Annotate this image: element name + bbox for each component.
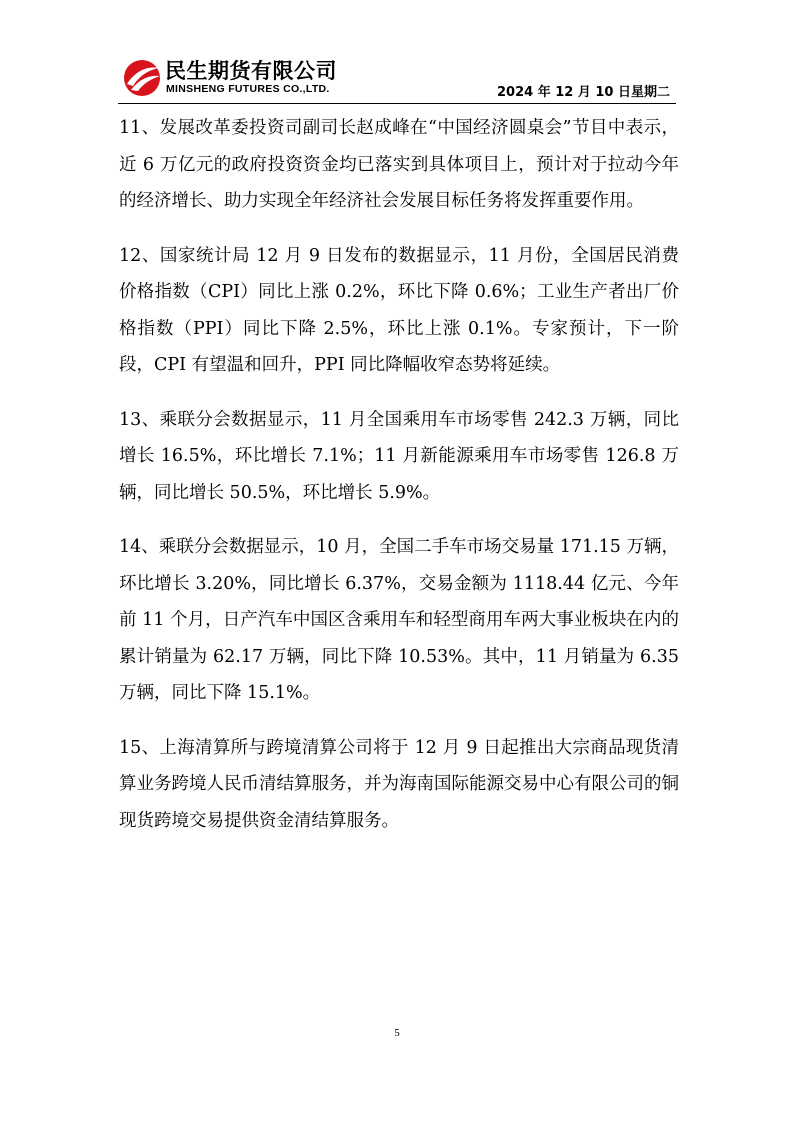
page-header bbox=[118, 52, 676, 104]
news-item-15: 15、上海清算所与跨境清算公司将于 12 月 9 日起推出大宗商品现货清算业务跨境人民币清结算服务，并为海南国际能源交易中心有限公司的铜现货跨境交易提供资金清结算服务。 bbox=[119, 737, 679, 831]
news-content bbox=[119, 110, 679, 857]
logo-company-name-cn: 民生期货有限公司 bbox=[165, 59, 337, 83]
news-item-14: 14、乘联分会数据显示，10 月，全国二手车市场交易量 171.15 万辆，环比增长 3.20%，同比增长 6.37%，交易金额为 1118.44 亿元、今年前 11 个月，日产汽车中国区含乘用车和轻型商用车两大事业板块在内的累计销量为 62.17 万辆，同比下降 10.53%。其中，11 月销量为 6.35 万辆，同比下降 15.1%。 bbox=[119, 537, 679, 703]
page-number: 5 bbox=[394, 1027, 400, 1039]
header-divider bbox=[118, 103, 676, 104]
news-item-11: 11、发展改革委投资司副司长赵成峰在“中国经济圆桌会”节目中表示，近 6 万亿元的政府投资资金均已落实到具体项目上，预计对于拉动今年的经济增长、助力实现全年经济社会发展目标任务将发挥重要作用。 bbox=[119, 118, 679, 211]
logo-company-name-en: MINSHENG FUTURES CO.,LTD. bbox=[166, 83, 330, 95]
news-item-12: 12、国家统计局 12 月 9 日发布的数据显示，11 月份，全国居民消费价格指数（CPI）同比上涨 0.2%，环比下降 0.6%；工业生产者出厂价格指数（PPI）同比下降 2.5%，环比上涨 0.1%。专家预计，下一阶段，CPI 有望温和回升，PPI 同比降幅收窄态势将延续。 bbox=[119, 245, 679, 375]
minsheng-logo-icon bbox=[122, 58, 162, 98]
news-item-13: 13、乘联分会数据显示，11 月全国乘用车市场零售 242.3 万辆，同比增长 16.5%，环比增长 7.1%；11 月新能源乘用车市场零售 126.8 万辆，同比增长 50.5%，环比增长 5.9%。 bbox=[119, 409, 679, 503]
header-date: 2024 年 12 月 10 日星期二 bbox=[497, 85, 670, 100]
